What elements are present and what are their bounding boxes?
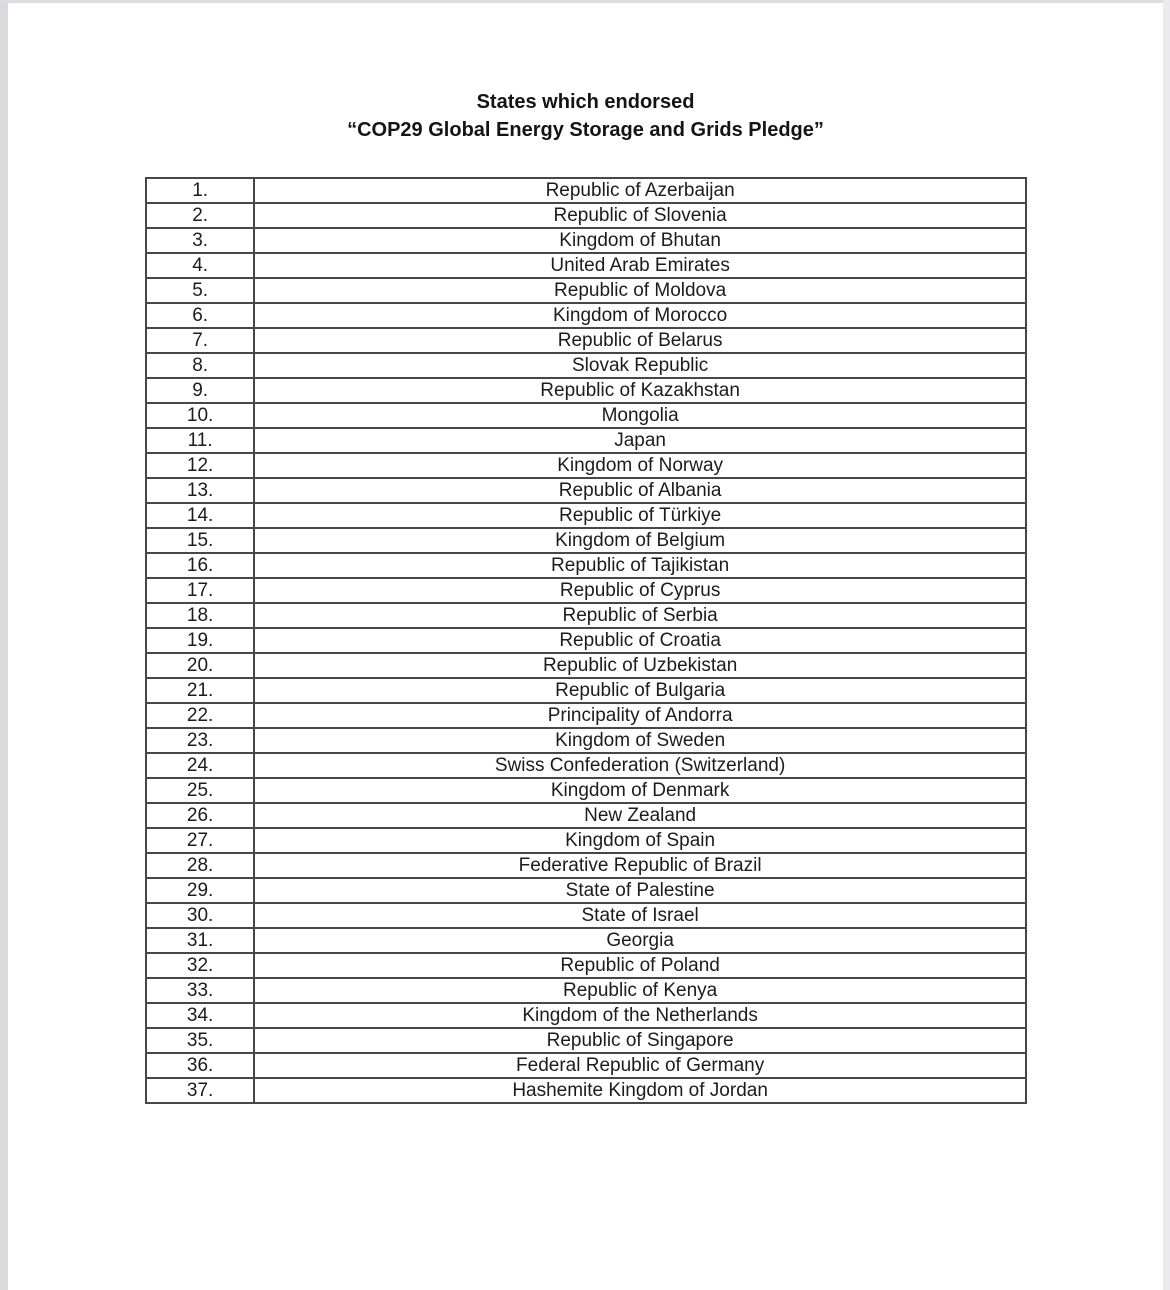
table-row (146, 978, 1026, 1003)
table-row (146, 453, 1026, 478)
table-row (146, 953, 1026, 978)
row-state: Slovak Republic (254, 353, 1026, 378)
table-row (146, 728, 1026, 753)
row-number: 4. (146, 253, 254, 278)
row-state: New Zealand (254, 803, 1026, 828)
table-row (146, 803, 1026, 828)
row-state: Republic of Kazakhstan (254, 378, 1026, 403)
page-top-edge (0, 0, 1170, 3)
table-row (146, 228, 1026, 253)
row-state: Principality of Andorra (254, 703, 1026, 728)
table-row (146, 878, 1026, 903)
table-row (146, 303, 1026, 328)
row-state: Kingdom of Norway (254, 453, 1026, 478)
row-state: Republic of Cyprus (254, 578, 1026, 603)
row-number: 13. (146, 478, 254, 503)
row-number: 10. (146, 403, 254, 428)
table-row (146, 653, 1026, 678)
row-state: Kingdom of Spain (254, 828, 1026, 853)
row-number: 19. (146, 628, 254, 653)
table-row (146, 678, 1026, 703)
row-state: Republic of Uzbekistan (254, 653, 1026, 678)
row-number: 18. (146, 603, 254, 628)
table-row (146, 203, 1026, 228)
row-number: 5. (146, 278, 254, 303)
document-title-line1: States which endorsed (476, 91, 695, 113)
page-left-edge (0, 0, 8, 1290)
table-row (146, 428, 1026, 453)
row-number: 7. (146, 328, 254, 353)
row-number: 33. (146, 978, 254, 1003)
row-state: Republic of Moldova (254, 278, 1026, 303)
table-row (146, 1053, 1026, 1078)
table-row (146, 503, 1026, 528)
row-state: Republic of Croatia (254, 628, 1026, 653)
row-number: 8. (146, 353, 254, 378)
row-state: State of Palestine (254, 878, 1026, 903)
row-number: 1. (146, 178, 254, 203)
row-state: Kingdom of Sweden (254, 728, 1026, 753)
document-title-line2: “COP29 Global Energy Storage and Grids Pledge” (347, 119, 824, 141)
row-state: Republic of Serbia (254, 603, 1026, 628)
row-state: Mongolia (254, 403, 1026, 428)
row-state: Republic of Bulgaria (254, 678, 1026, 703)
row-number: 9. (146, 378, 254, 403)
table-row (146, 1003, 1026, 1028)
row-number: 15. (146, 528, 254, 553)
row-number: 12. (146, 453, 254, 478)
table-row (146, 278, 1026, 303)
row-number: 35. (146, 1028, 254, 1053)
row-number: 3. (146, 228, 254, 253)
endorsed-states-table (145, 177, 1027, 1104)
row-state: Republic of Albania (254, 478, 1026, 503)
page-right-edge (1163, 0, 1170, 1290)
row-number: 24. (146, 753, 254, 778)
row-number: 2. (146, 203, 254, 228)
table-row (146, 928, 1026, 953)
table-row (146, 328, 1026, 353)
table-row (146, 403, 1026, 428)
table-row (146, 903, 1026, 928)
document-title (8, 88, 1163, 144)
table-row (146, 778, 1026, 803)
pledge-table-body (146, 178, 1026, 1103)
row-number: 36. (146, 1053, 254, 1078)
row-state: Republic of Tajikistan (254, 553, 1026, 578)
row-number: 29. (146, 878, 254, 903)
row-number: 30. (146, 903, 254, 928)
table-row (146, 353, 1026, 378)
row-number: 22. (146, 703, 254, 728)
row-number: 21. (146, 678, 254, 703)
row-state: State of Israel (254, 903, 1026, 928)
row-number: 28. (146, 853, 254, 878)
row-state: Kingdom of Denmark (254, 778, 1026, 803)
row-state: United Arab Emirates (254, 253, 1026, 278)
row-state: Federative Republic of Brazil (254, 853, 1026, 878)
row-state: Republic of Poland (254, 953, 1026, 978)
row-state: Kingdom of Morocco (254, 303, 1026, 328)
table-row (146, 828, 1026, 853)
table-row (146, 178, 1026, 203)
row-state: Georgia (254, 928, 1026, 953)
row-number: 14. (146, 503, 254, 528)
table-row (146, 528, 1026, 553)
row-number: 20. (146, 653, 254, 678)
row-state: Kingdom of the Netherlands (254, 1003, 1026, 1028)
table-row (146, 603, 1026, 628)
row-number: 37. (146, 1078, 254, 1103)
row-number: 25. (146, 778, 254, 803)
row-state: Republic of Belarus (254, 328, 1026, 353)
table-row (146, 628, 1026, 653)
row-state: Swiss Confederation (Switzerland) (254, 753, 1026, 778)
table-row (146, 553, 1026, 578)
row-number: 26. (146, 803, 254, 828)
row-number: 23. (146, 728, 254, 753)
table-row (146, 478, 1026, 503)
row-number: 34. (146, 1003, 254, 1028)
row-state: Republic of Türkiye (254, 503, 1026, 528)
table-row (146, 253, 1026, 278)
table-row (146, 1078, 1026, 1103)
row-state: Republic of Kenya (254, 978, 1026, 1003)
row-number: 31. (146, 928, 254, 953)
row-state: Republic of Slovenia (254, 203, 1026, 228)
row-state: Republic of Singapore (254, 1028, 1026, 1053)
row-number: 17. (146, 578, 254, 603)
row-number: 16. (146, 553, 254, 578)
table-row (146, 378, 1026, 403)
row-state: Hashemite Kingdom of Jordan (254, 1078, 1026, 1103)
row-state: Kingdom of Bhutan (254, 228, 1026, 253)
row-state: Kingdom of Belgium (254, 528, 1026, 553)
row-number: 27. (146, 828, 254, 853)
row-state: Japan (254, 428, 1026, 453)
row-number: 6. (146, 303, 254, 328)
row-state: Republic of Azerbaijan (254, 178, 1026, 203)
row-number: 11. (146, 428, 254, 453)
table-row (146, 703, 1026, 728)
table-row (146, 578, 1026, 603)
table-row (146, 853, 1026, 878)
table-row (146, 753, 1026, 778)
row-state: Federal Republic of Germany (254, 1053, 1026, 1078)
table-row (146, 1028, 1026, 1053)
row-number: 32. (146, 953, 254, 978)
